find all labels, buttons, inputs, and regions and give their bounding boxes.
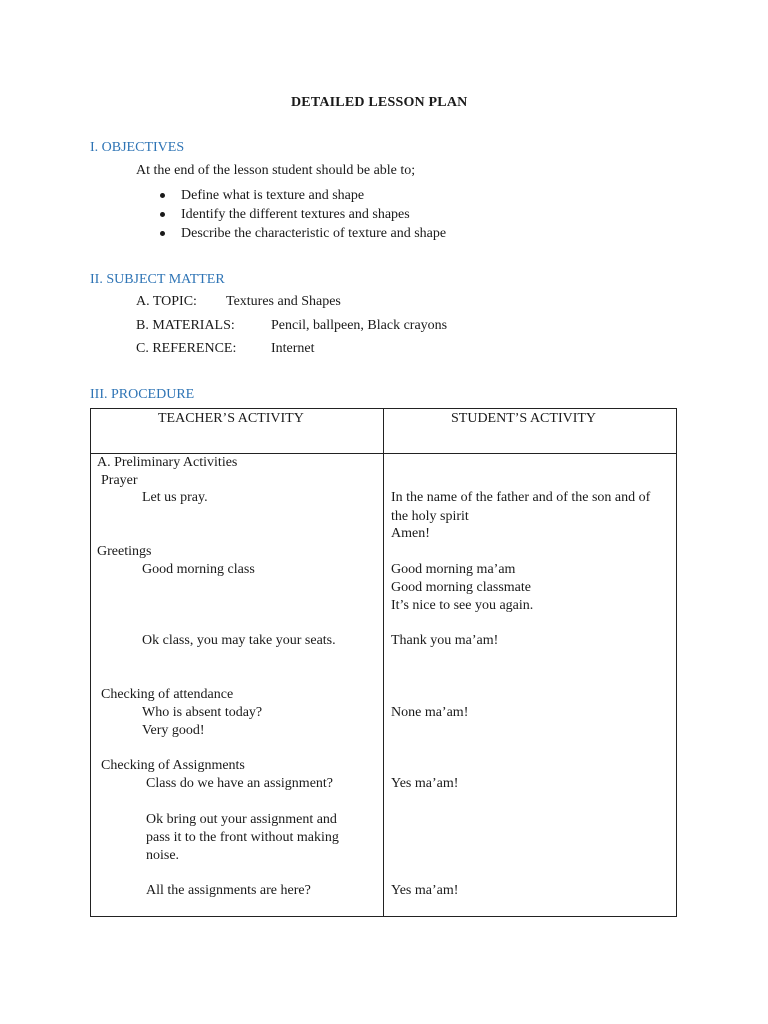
objective-item-1: Define what is texture and shape [181, 188, 365, 203]
student-activity-header: STUDENT’S ACTIVITY [451, 411, 597, 426]
teacher-bring-out-line-1: Ok bring out your assignment and [146, 812, 337, 827]
table-column-divider [383, 408, 384, 917]
student-yes-2: Yes ma’am! [391, 883, 459, 898]
teacher-attendance-label: Checking of attendance [101, 687, 234, 702]
procedure-heading: III. PROCEDURE [90, 387, 195, 402]
student-thank-you: Thank you ma’am! [391, 633, 499, 648]
bullet-icon [160, 193, 165, 198]
teacher-greetings-label: Greetings [97, 544, 152, 559]
student-good-morning-maam: Good morning ma’am [391, 562, 516, 577]
student-prayer-line-1: In the name of the father and of the son and of [391, 490, 651, 505]
student-yes-1: Yes ma’am! [391, 776, 459, 791]
teacher-good-morning: Good morning class [142, 562, 255, 577]
document-title: DETAILED LESSON PLAN [291, 95, 468, 110]
student-none: None ma’am! [391, 705, 469, 720]
bullet-icon [160, 212, 165, 217]
reference-label: C. REFERENCE: [136, 341, 237, 356]
teacher-assignments-label: Checking of Assignments [101, 758, 245, 773]
teacher-bring-out-line-2: pass it to the front without making [146, 830, 339, 845]
subject-matter-heading: II. SUBJECT MATTER [90, 272, 225, 287]
student-nice-to-see: It’s nice to see you again. [391, 598, 534, 613]
student-prayer-line-2: the holy spirit [391, 509, 469, 524]
teacher-prelim: A. Preliminary Activities [97, 455, 238, 470]
objective-item-3: Describe the characteristic of texture and shape [181, 226, 447, 241]
teacher-very-good: Very good! [142, 723, 205, 738]
materials-value: Pencil, ballpeen, Black crayons [271, 318, 448, 333]
topic-value: Textures and Shapes [226, 294, 341, 309]
teacher-have-assignment: Class do we have an assignment? [146, 776, 334, 791]
teacher-absent: Who is absent today? [142, 705, 263, 720]
teacher-seats: Ok class, you may take your seats. [142, 633, 336, 648]
topic-label: A. TOPIC: [136, 294, 197, 309]
teacher-bring-out-line-3: noise. [146, 848, 180, 863]
reference-value: Internet [271, 341, 315, 356]
teacher-pray: Let us pray. [142, 490, 208, 505]
objectives-intro: At the end of the lesson student should be able to; [136, 163, 416, 178]
objectives-heading: I. OBJECTIVES [90, 140, 185, 155]
student-amen: Amen! [391, 526, 430, 541]
bullet-icon [160, 231, 165, 236]
teacher-prayer-label: Prayer [101, 473, 138, 488]
teacher-all-here: All the assignments are here? [146, 883, 311, 898]
materials-label: B. MATERIALS: [136, 318, 235, 333]
objective-item-2: Identify the different textures and shapes [181, 207, 410, 222]
teacher-activity-header: TEACHER’S ACTIVITY [158, 411, 304, 426]
student-good-morning-classmate: Good morning classmate [391, 580, 531, 595]
